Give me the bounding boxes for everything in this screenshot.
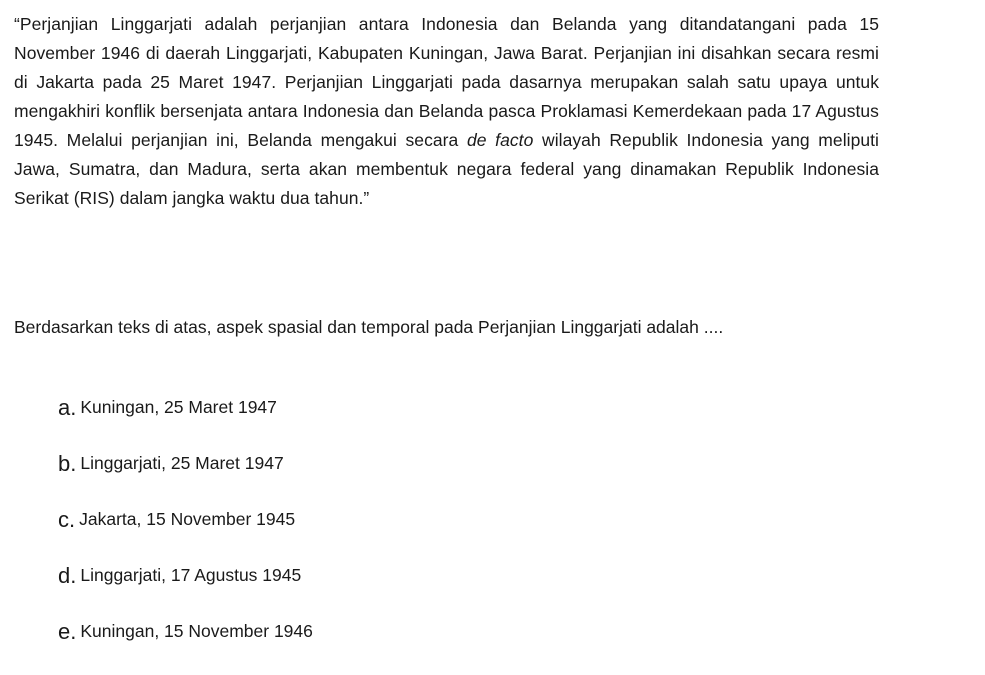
option-e[interactable] bbox=[58, 617, 313, 673]
passage-italic-term: de facto bbox=[466, 130, 534, 150]
question-text: Berdasarkan teks di atas, aspek spasial dan temporal pada Perjanjian Linggarjati adalah .... bbox=[14, 317, 724, 337]
answer-options bbox=[58, 393, 313, 673]
option-letter: c. bbox=[58, 507, 76, 532]
option-text: Kuningan, 25 Maret 1947 bbox=[80, 397, 277, 417]
option-a[interactable] bbox=[58, 393, 313, 449]
passage-text bbox=[14, 10, 879, 213]
option-letter: d. bbox=[58, 563, 77, 588]
option-text: Jakarta, 15 November 1945 bbox=[79, 509, 296, 529]
option-letter: a. bbox=[58, 395, 77, 420]
option-text: Linggarjati, 17 Agustus 1945 bbox=[80, 565, 302, 585]
option-letter: e. bbox=[58, 619, 77, 644]
option-c[interactable] bbox=[58, 505, 313, 561]
option-d[interactable] bbox=[58, 561, 313, 617]
option-text: Kuningan, 15 November 1946 bbox=[80, 621, 313, 641]
passage-text-part-1: “Perjanjian Linggarjati adalah perjanjian antara Indonesia dan Belanda yang ditandatangani pada 15 November 1946 di daerah Linggarjati, Kabupaten Kuningan, Jawa Barat. Perjanjian ini disahkan secara resmi di Jakarta pada 25 Maret 1947. Perjanjian Linggarjati pada dasarnya merupakan salah satu upaya untuk mengakhiri konflik bersenjata antara Indonesia dan Belanda pasca Proklamasi Kemerdekaan pada 17 Agustus 1945. Melalui perjanjian ini, Belanda mengakui secara bbox=[14, 14, 879, 150]
option-text: Linggarjati, 25 Maret 1947 bbox=[80, 453, 284, 473]
option-b[interactable] bbox=[58, 449, 313, 505]
passage-text-part-2: wilayah Republik Indonesia yang meliputi Jawa, Sumatra, dan Madura, serta akan membentuk negara federal yang dinamakan Republik Indonesia Serikat (RIS) dalam jangka waktu dua tahun.” bbox=[14, 130, 879, 208]
option-letter: b. bbox=[58, 451, 77, 476]
